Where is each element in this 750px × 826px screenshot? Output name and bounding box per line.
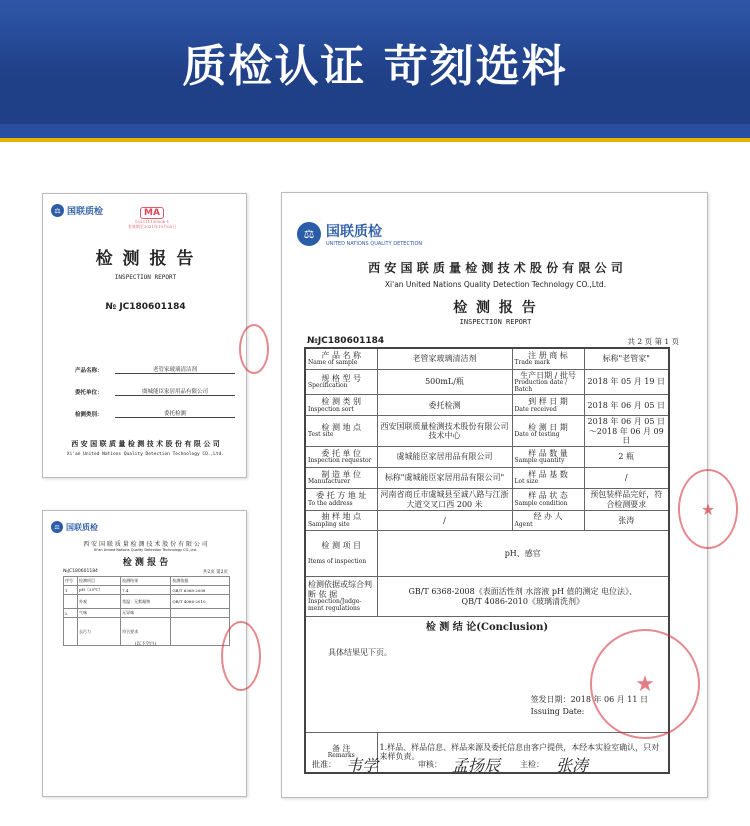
issue-label-en: Issuing Date: bbox=[530, 707, 585, 717]
doc1-field-value: 虞城能臣家居用品有限公司 bbox=[115, 387, 235, 396]
table-cell: 符合要求 bbox=[121, 618, 171, 646]
row-label-en: Agent bbox=[514, 520, 533, 528]
table-header: 检测项目 bbox=[78, 577, 121, 586]
table-cell: 无异味 bbox=[121, 609, 171, 618]
doc1-company: 西 安 国 联 质 量 检 测 技 术 股 份 有 限 公 司 bbox=[71, 439, 220, 448]
row-value: 2018 年 06 月 05 日 bbox=[584, 395, 669, 416]
table-cell bbox=[305, 468, 377, 489]
table-row bbox=[305, 577, 669, 617]
table-cell: pH（25℃） bbox=[78, 586, 121, 595]
conclusion-title: 检 测 结 论(Conclusion) bbox=[425, 622, 549, 634]
table-cell bbox=[305, 577, 377, 617]
doc1-company-en: Xi'an United Nations Quality Detection Technology CO.,Ltd. bbox=[66, 452, 225, 457]
table-row bbox=[305, 511, 669, 531]
doc3-brand-en: UNITED NATIONS QUALITY DETECTION bbox=[326, 241, 423, 247]
doc1-field-value: 委托检测 bbox=[115, 409, 235, 418]
row-value: 2018 年 05 月 19 日 bbox=[584, 369, 669, 395]
doc1-field-value: 老管家玻璃清洁剂 bbox=[115, 365, 235, 374]
table-row bbox=[305, 369, 669, 395]
row-label: 制 造 单 位 bbox=[321, 469, 362, 479]
doc1-report-no: № JC180601184 bbox=[105, 302, 186, 312]
remark-label: 备 注 bbox=[331, 744, 351, 754]
doc2-brand: 国联质检 bbox=[66, 522, 98, 532]
table-cell bbox=[305, 395, 377, 416]
table-cell bbox=[305, 348, 377, 369]
banner-title: 质检认证 苛刻选料 bbox=[182, 41, 568, 92]
table-cell bbox=[305, 489, 377, 511]
table-cell: QB/T 4086-2010 bbox=[171, 595, 230, 609]
report-results-document bbox=[42, 510, 247, 797]
table-cell bbox=[305, 416, 377, 447]
row-label: 检 测 类 别 bbox=[321, 397, 362, 407]
table-row bbox=[305, 531, 669, 577]
table-header: 检测结果 bbox=[121, 577, 171, 586]
table-row bbox=[305, 489, 669, 511]
row-label: 经 办 人 bbox=[533, 512, 563, 522]
table-cell: 1 bbox=[64, 586, 78, 595]
row-value: / bbox=[584, 468, 669, 489]
doc3-company: 西 安 国 联 质 量 检 测 技 术 股 份 有 限 公 司 bbox=[368, 261, 623, 275]
row-label-en: Name of sample bbox=[308, 358, 358, 366]
table-row bbox=[305, 416, 669, 447]
remark-label-en: Remarks bbox=[327, 752, 355, 760]
row-value: 张涛 bbox=[584, 511, 669, 531]
edge-seal-stamp: ★ bbox=[678, 469, 738, 549]
doc2-company-en: Xi'an United Nations Quality Detection Technology CO.,Ltd. bbox=[93, 548, 198, 552]
basis-line-2: QB/T 4086-2010《玻璃清洗剂》 bbox=[461, 596, 584, 606]
doc1-field-row bbox=[75, 352, 235, 374]
doc3-brand: 国联质检 bbox=[326, 224, 382, 240]
reviewer-signature: 孟扬辰 bbox=[452, 756, 501, 775]
row-label-en: Manufacturer bbox=[308, 478, 351, 486]
row-value: 河南省商丘市虞城县至诚八路与江浙大道交叉口西 200 米 bbox=[377, 489, 512, 511]
table-row bbox=[64, 609, 230, 618]
doc1-title: 检 测 报 告 bbox=[95, 249, 196, 269]
doc1-fields bbox=[75, 352, 235, 418]
table-cell bbox=[512, 468, 584, 489]
row-label-en: Sampling site bbox=[308, 520, 350, 528]
doc1-field-row bbox=[75, 374, 235, 396]
table-row bbox=[64, 595, 230, 609]
issue-date: 2018 年 06 月 11 日 bbox=[570, 695, 648, 705]
table-cell bbox=[305, 369, 377, 395]
doc3-title-en: INSPECTION REPORT bbox=[459, 318, 532, 326]
row-label-en: Inspection sort bbox=[308, 405, 354, 413]
table-cell bbox=[305, 531, 377, 577]
row-label-en: Trade mark bbox=[514, 358, 551, 366]
doc2-end-note: (以下空白) bbox=[134, 642, 157, 647]
ma-code: 152511130006-1 bbox=[134, 219, 170, 224]
report-cover-document bbox=[42, 193, 247, 478]
ma-mark bbox=[123, 200, 181, 230]
items-value: pH、感官 bbox=[377, 531, 669, 577]
row-label-en: Sample quantity bbox=[514, 457, 565, 465]
row-value: 委托检测 bbox=[377, 395, 512, 416]
row-value: / bbox=[377, 511, 512, 531]
doc2-pages: 共2页 第2页 bbox=[202, 570, 228, 575]
row-label-en: Date received bbox=[514, 405, 557, 413]
table-header: 序号 bbox=[64, 577, 78, 586]
doc1-stamp-partial bbox=[239, 324, 269, 374]
ma-label: MA bbox=[140, 207, 164, 219]
row-label: 委 托 方 地 址 bbox=[316, 491, 367, 501]
row-label-en: Specification bbox=[308, 382, 348, 390]
row-label: 检 测 地 点 bbox=[321, 423, 362, 433]
banner-gold-line bbox=[0, 138, 750, 142]
table-cell bbox=[64, 595, 78, 609]
tester-signature: 张涛 bbox=[556, 756, 589, 775]
basis-value bbox=[377, 577, 669, 617]
row-label-en: Inspection requestor bbox=[308, 457, 372, 465]
table-cell bbox=[512, 416, 584, 447]
row-label-en: Inspection/Judge-ment regulations bbox=[308, 597, 362, 612]
table-cell bbox=[512, 447, 584, 468]
logo-icon: ⚖ bbox=[297, 222, 321, 246]
table-cell: 常温：无絮凝物 bbox=[121, 595, 171, 609]
logo-icon: ⚖ bbox=[51, 204, 64, 217]
row-label: 抽 样 地 点 bbox=[321, 512, 362, 522]
row-label: 到 样 日 期 bbox=[528, 397, 568, 407]
row-value: 老管家玻璃清洁剂 bbox=[377, 348, 512, 369]
table-cell bbox=[305, 511, 377, 531]
row-value: 标称"虞城能臣家居用品有限公司" bbox=[377, 468, 512, 489]
row-value: 标称"老管家" bbox=[584, 348, 669, 369]
doc2-company: 西 安 国 联 质 量 检 测 技 术 股 份 有 限 公 司 bbox=[83, 541, 208, 548]
doc2-logo bbox=[51, 521, 98, 533]
doc2-stamp-partial bbox=[221, 621, 261, 691]
review-label: 审核： bbox=[418, 760, 443, 769]
table-row bbox=[305, 468, 669, 489]
doc3-title: 检 测 报 告 bbox=[453, 300, 538, 316]
doc1-field-label: 检测类别： bbox=[75, 412, 103, 418]
table-row bbox=[305, 348, 669, 369]
ma-date: 有效期至2021年10月05日 bbox=[127, 224, 177, 229]
doc3-report-no: №JC180601184 bbox=[307, 336, 385, 346]
table-row bbox=[64, 577, 230, 586]
row-label: 样 品 基 数 bbox=[528, 469, 568, 479]
logo-icon: ⚖ bbox=[51, 521, 63, 533]
row-label: 注 册 商 标 bbox=[528, 350, 568, 360]
table-cell bbox=[171, 609, 230, 618]
table-cell: 去污力 bbox=[78, 618, 121, 646]
row-value: 2 瓶 bbox=[584, 447, 669, 468]
table-cell bbox=[512, 511, 584, 531]
row-value: 虞城能臣家居用品有限公司 bbox=[377, 447, 512, 468]
issue-label: 签发日期： bbox=[530, 695, 571, 705]
row-label: 规 格 型 号 bbox=[321, 373, 362, 383]
doc1-field-label: 产品名称： bbox=[75, 368, 103, 374]
table-row bbox=[64, 586, 230, 595]
remark-text: 1.样品、样品信息、样品来源及委托信息由客户提供，本经本实验室确认，只对来样负责。 bbox=[377, 733, 669, 773]
doc3-pages: 共 2 页 第 1 页 bbox=[627, 337, 679, 346]
doc1-field-label: 委托单位： bbox=[75, 390, 103, 396]
row-label-en: Sample condition bbox=[514, 499, 568, 507]
row-label-en: Lot size bbox=[514, 478, 539, 486]
row-label: 样 品 数 量 bbox=[528, 448, 568, 458]
table-cell bbox=[512, 348, 584, 369]
basis-line-1: GB/T 6368-2008《表面活性剂 水溶液 pH 值的测定 电位法》、 bbox=[408, 587, 638, 597]
table-row bbox=[305, 447, 669, 468]
approver-signature: 韦学 bbox=[346, 756, 379, 775]
row-label: 委 托 单 位 bbox=[321, 448, 362, 458]
row-label-en: Production date / Batch bbox=[514, 378, 568, 393]
row-label: 检 测 项 目 bbox=[321, 541, 362, 551]
row-label-en: Items of inspection bbox=[308, 557, 367, 565]
table-cell bbox=[305, 447, 377, 468]
table-cell: 气味 bbox=[78, 609, 121, 618]
row-label: 检 测 日 期 bbox=[528, 423, 568, 433]
banner-stripe bbox=[0, 124, 750, 138]
doc1-title-en: INSPECTION REPORT bbox=[114, 274, 177, 281]
row-value: 500mL/瓶 bbox=[377, 369, 512, 395]
approve-label: 批准： bbox=[312, 760, 336, 769]
row-label: 检测依据或综合判 断 依 据 bbox=[308, 580, 372, 599]
doc2-title: 检 测 报 告 bbox=[122, 558, 169, 568]
doc2-results-table bbox=[63, 576, 230, 646]
table-cell bbox=[512, 369, 584, 395]
row-label: 生产日期 / 批号 bbox=[520, 370, 576, 380]
inspection-seal-stamp: ★ bbox=[590, 629, 700, 739]
table-cell: 外观 bbox=[78, 595, 121, 609]
header-banner bbox=[0, 0, 750, 138]
table-cell: 2 bbox=[64, 609, 78, 618]
doc1-brand: 国联质检 bbox=[67, 207, 104, 217]
table-row bbox=[305, 395, 669, 416]
doc1-logo bbox=[51, 204, 103, 217]
table-cell bbox=[512, 395, 584, 416]
table-header: 检测依据 bbox=[171, 577, 230, 586]
report-main-document bbox=[281, 192, 716, 798]
conclusion-text: 具体结果见下页。 bbox=[328, 647, 392, 657]
row-label-en: Date of testing bbox=[514, 431, 560, 439]
table-cell: 7.4 bbox=[121, 586, 171, 595]
main-test-label: 主检： bbox=[520, 760, 545, 769]
row-value: 西安国联质量检测技术股份有限公司技术中心 bbox=[377, 416, 512, 447]
row-label: 产 品 名 称 bbox=[321, 350, 362, 360]
table-cell bbox=[512, 489, 584, 511]
doc3-company-en: Xi'an United Nations Quality Detection Technology CO.,Ltd. bbox=[384, 280, 607, 289]
row-label-en: Test site bbox=[308, 431, 334, 439]
doc3-logo bbox=[297, 221, 422, 247]
row-label: 样 品 状 态 bbox=[528, 491, 568, 501]
row-value: 预包装样品完好，符合检测要求 bbox=[584, 489, 669, 511]
signature-row bbox=[312, 753, 692, 776]
row-value: 2018 年 06 月 05 日～2018 年 06 月 09 日 bbox=[584, 416, 669, 447]
table-cell: GB/T 6368-2008 bbox=[171, 586, 230, 595]
doc2-report-no: №JC180601184 bbox=[63, 569, 98, 574]
row-label-en: To the address bbox=[308, 499, 353, 507]
doc1-field-row bbox=[75, 396, 235, 418]
